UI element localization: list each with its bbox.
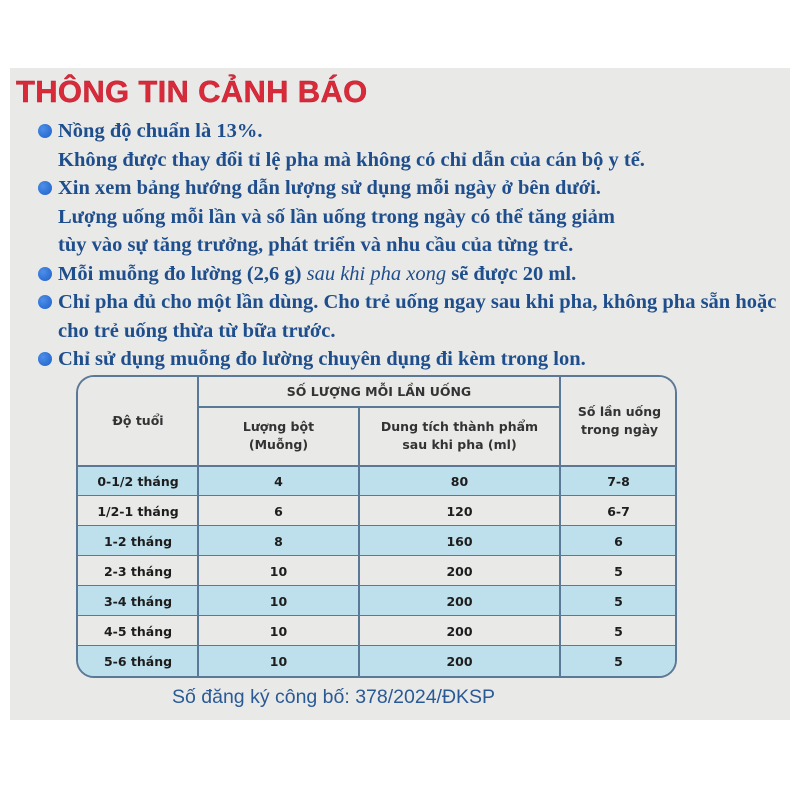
grid-line <box>197 377 199 676</box>
grid-line <box>358 407 360 676</box>
header-volume: Dung tích thành phẩm sau khi pha (ml) <box>359 407 560 465</box>
header-group: SỐ LƯỢNG MỖI LẦN UỐNG <box>198 377 560 407</box>
bullet-item: Mỗi muỗng đo lường (2,6 g) sau khi pha xong sẽ được 20 ml. <box>38 260 798 289</box>
grid-line <box>78 525 675 526</box>
bullet-dot-icon <box>38 352 52 366</box>
bullet-item: Nồng độ chuẩn là 13%. <box>38 117 798 146</box>
grid-line <box>78 645 675 646</box>
dosage-table <box>76 375 677 678</box>
table-row: 2-3 tháng 10 200 5 <box>78 556 675 586</box>
bullet-item: Chỉ pha đủ cho một lần dùng. Cho trẻ uống ngay sau khi pha, không pha sẵn hoặc <box>38 288 798 317</box>
table-row: 0-1/2 tháng 4 80 7-8 <box>78 466 675 496</box>
grid-line <box>78 495 675 496</box>
header-powder: Lượng bột (Muỗng) <box>198 407 359 465</box>
bullet-dot-icon <box>38 295 52 309</box>
header-times: Số lần uống trong ngày <box>560 377 677 465</box>
grid-line <box>78 585 675 586</box>
page-title: THÔNG TIN CẢNH BÁO <box>16 74 368 109</box>
grid-line <box>198 406 560 408</box>
header-age: Độ tuổi <box>78 377 198 465</box>
bullet-item: Chỉ sử dụng muỗng đo lường chuyên dụng đi kèm trong lon. <box>38 345 798 374</box>
bullet-item: Xin xem bảng hướng dẫn lượng sử dụng mỗi ngày ở bên dưới. <box>38 174 798 203</box>
bullet-dot-icon <box>38 181 52 195</box>
grid-line <box>78 615 675 616</box>
bullet-dot-icon <box>38 267 52 281</box>
table-row: 1/2-1 tháng 6 120 6-7 <box>78 496 675 526</box>
table-row: 1-2 tháng 8 160 6 <box>78 526 675 556</box>
grid-line <box>78 555 675 556</box>
table-row: 4-5 tháng 10 200 5 <box>78 616 675 646</box>
warning-list: Nồng độ chuẩn là 13%. Không được thay đổi tỉ lệ pha mà không có chỉ dẫn của cán bộ y tế. Xin xem bảng hướng dẫn lượng sử dụng mỗi ngày ở bên dưới. Lượng uống mỗi lần và số lần uống trong ngày có thể tăng giảm tùy vào sự tăng trưởng, phát triển và nhu cầu của từng trẻ. Mỗi muỗng đo lường (2,6 g) sau khi pha xong sẽ được 20 ml. Chỉ pha đủ cho một lần dùng. Cho trẻ uống ngay sau khi pha, không pha sẵn hoặc cho trẻ uống thừa từ bữa trước. Chỉ sử dụng muỗng đo lường chuyên dụng đi kèm trong lon. <box>38 117 798 374</box>
table-row: 5-6 tháng 10 200 5 <box>78 646 675 676</box>
table-row: 3-4 tháng 10 200 5 <box>78 586 675 616</box>
grid-line <box>559 377 561 676</box>
registration-number: Số đăng ký công bố: 378/2024/ĐKSP <box>172 686 496 708</box>
bullet-dot-icon <box>38 124 52 138</box>
grid-line <box>78 465 675 467</box>
